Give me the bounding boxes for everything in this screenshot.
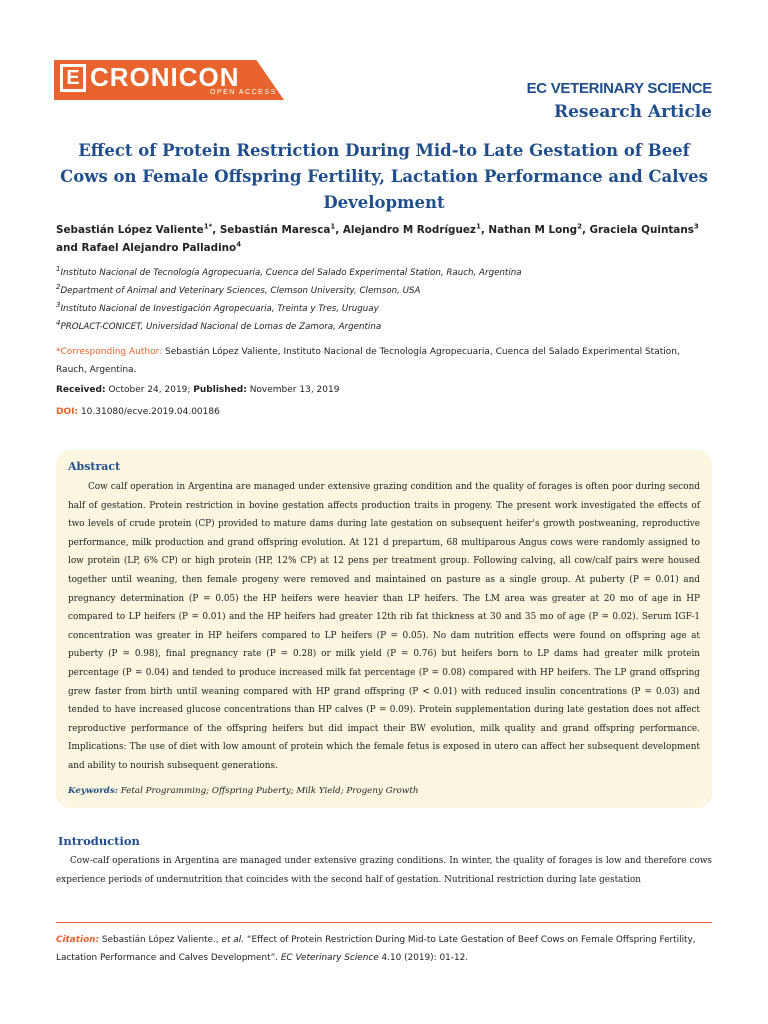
affiliation [56, 264, 712, 282]
keywords-text: Fetal Programming; Offspring Puberty; Milk Yield; Progeny Growth [117, 785, 419, 796]
author-sup: 2 [577, 222, 582, 231]
author-sep: , [581, 224, 590, 236]
affiliation-sup: 4 [56, 319, 61, 328]
corresponding-label: *Corresponding Author: [56, 347, 163, 357]
author-list [56, 221, 712, 257]
logo-name: CRONICON [90, 62, 240, 92]
author-sup: 1* [203, 222, 213, 231]
publication-dates [56, 381, 339, 399]
citation [56, 931, 712, 967]
author-sup: 1 [475, 222, 481, 231]
keywords-label: Keywords: [68, 785, 118, 796]
affiliation-text: PROLACT-CONICET, Universidad Nacional de Lomas de Zamora, Argentina [60, 322, 382, 332]
cronicon-logo [54, 60, 284, 100]
author-name: Sebastián Maresca [219, 224, 331, 236]
author-name: Graciela Quintans [589, 224, 694, 236]
doi [56, 403, 220, 421]
affiliation-text: Instituto Nacional de Tecnología Agropecuaria, Cuenca del Salado Experimental Station, Rauch, Argentina [60, 268, 522, 278]
affiliation [56, 282, 712, 300]
author-name: Rafael Alejandro Palladino [81, 242, 237, 254]
author-sep: , [212, 224, 220, 236]
citation-journal: EC Veterinary Science [280, 953, 379, 963]
published-date: November 13, 2019 [246, 385, 340, 395]
doi-label: DOI: [56, 407, 79, 417]
citation-title: “Effect of Protein Restriction During Mid-to Late Gestation of Beef Cows on Female Offspring Fertility, Lactation Performance and Calves Development”. [56, 935, 696, 963]
published-label: Published: [193, 385, 247, 395]
received-label: Received: [56, 385, 106, 395]
affiliations [56, 264, 712, 336]
author-sep: , [335, 224, 343, 236]
affiliation [56, 300, 712, 318]
affiliation-sup: 1 [56, 265, 61, 274]
corresponding-text: Sebastián López Valiente, Instituto Nacional de Tecnología Agropecuaria, Cuenca del Salado Experimental Station, Rauch, Argentina. [56, 347, 680, 375]
paper-title: Effect of Protein Restriction During Mid-to Late Gestation of Beef Cows on Female Offspring Fertility, Lactation Performance and Calves Development [60, 141, 708, 212]
affiliation-text: Instituto Nacional de Investigación Agropecuaria, Treinta y Tres, Uruguay [60, 304, 379, 314]
abstract-text: Cow calf operation in Argentina are managed under extensive grazing condition and the quality of forages is often poor during second half of gestation. Protein restriction in bovine gestation affects production traits in progeny. The present work investigated the effects of two levels of crude protein (CP) provided to mature dams during late gestation on subsequent heifer's growth postweaning, reproductive performance, milk production and grand offspring evolution. At 121 d prepartum, 68 multiparous Angus cows were randomly assigned to low protein (LP, 6% CP) or high protein (HP, 12% CP) at 12 pens per treatment group. Following calving, all cow/calf pairs were housed together until weaning, then female progeny were removed and maintained on pasture as a single group. At puberty (P = 0.01) and pregnancy determination (P = 0.05) the HP heifers were heavier than LP heifers. The LM area was greater at 20 mo of age in HP compared to LP heifers (P = 0.01) and the HP heifers had greater 12th rib fat thickness at 30 and 35 mo of age (P = 0.02). Serum IGF-1 concentration was greater in HP heifers compared to LP heifers (P = 0.05). No dam nutrition effects were found on offspring age at puberty (P = 0.98), final pregnancy rate (P = 0.28) or milk yield (P = 0.76) but heifers born to LP dams had greater milk protein percentage (P = 0.04) and tended to produce increased milk fat percentage (P = 0.08) compared with HP heifers. The LP grand offspring grew faster from birth until weaning compared with HP grand offspring (P < 0.01) with reduced insulin concentrations (P = 0.03) and tended to have increased glucose concentrations than HP calves (P = 0.09). Protein supplementation during late gestation does not affect reproductive performance of the offspring heifers but did impact their BW evolution, milk quality and grand offspring performance. Implications: The use of diet with low amount of protein which the female fetus is exposed in utero can affect her subsequent development and ability to nourish subsequent generations. [68, 482, 700, 771]
affiliation-sup: 3 [56, 301, 61, 310]
affiliation-text: Department of Animal and Veterinary Sciences, Clemson University, Clemson, USA [60, 286, 421, 296]
corresponding-author [56, 343, 696, 379]
doi-value[interactable]: 10.31080/ecve.2019.04.00186 [78, 407, 220, 417]
author-sep: , [480, 224, 489, 236]
citation-authors: Sebastián López Valiente., [99, 935, 222, 945]
affiliation [56, 318, 712, 336]
author-name: Sebastián López Valiente [56, 224, 204, 236]
author-sep: and [56, 242, 82, 254]
journal-name: EC VETERINARY SCIENCE [526, 80, 712, 97]
logo-ec-mark: E [60, 64, 86, 92]
author-sup: 4 [236, 240, 242, 249]
citation-etal: et al. [221, 935, 245, 945]
footer-divider [56, 922, 712, 923]
author-name: Nathan M Long [488, 224, 578, 236]
abstract-heading: Abstract [68, 460, 121, 473]
author-name: Alejandro M Rodríguez [342, 224, 476, 236]
keywords [68, 782, 700, 800]
logo-subtitle: OPEN ACCESS [210, 89, 277, 96]
author-sup: 1 [330, 222, 336, 231]
introduction-text: Cow-calf operations in Argentina are managed under extensive grazing conditions. In winter, the quality of forages is low and therefore cows experience periods of undernutrition that coincides with the second half of gestation. Nutritional restriction during late gestation [56, 856, 712, 885]
received-date: October 24, 2019; [105, 385, 194, 395]
citation-volume: 4.10 (2019): 01-12. [378, 953, 469, 963]
author-sup: 3 [693, 222, 699, 231]
introduction-heading: Introduction [58, 834, 140, 848]
affiliation-sup: 2 [56, 283, 61, 292]
citation-label: Citation: [56, 935, 100, 945]
article-type: Research Article [553, 102, 712, 122]
abstract-box [56, 450, 712, 808]
